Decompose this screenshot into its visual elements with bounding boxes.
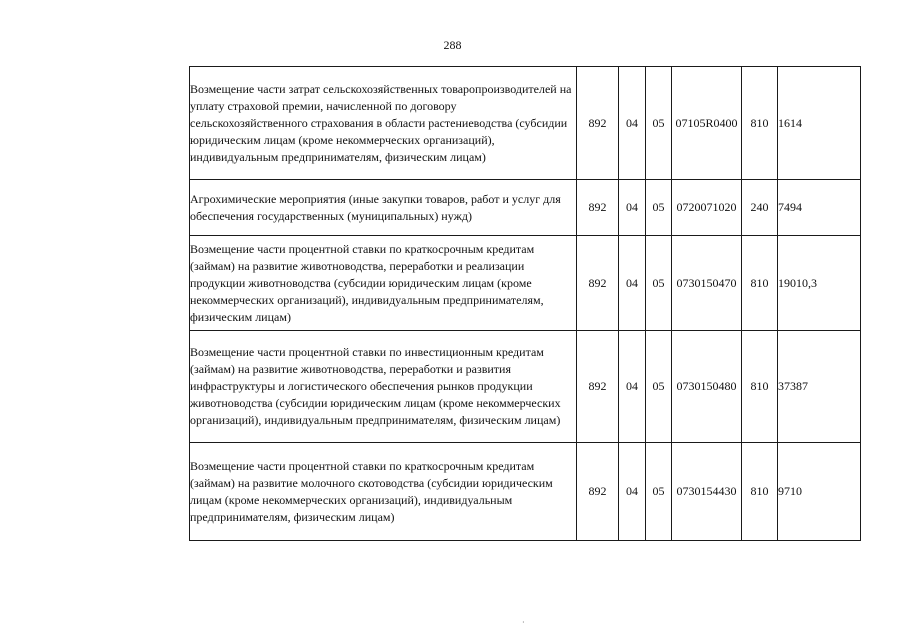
target-article-code: 0730150480 bbox=[672, 331, 742, 443]
scan-dot: · bbox=[522, 618, 525, 627]
expense-description: Возмещение части процентной ставки по краткосрочным кредитам (займам) на развитие животноводства, переработки и реализации продукции животноводства (субсидии юридическим лицам (кроме некоммерческих организаций), индивидуальным предпринимателям, физическим лицам) bbox=[190, 236, 577, 331]
expense-description: Возмещение части затрат сельскохозяйственных товаропроизводителей на уплату страховой премии, начисленной по договору сельскохозяйственного страхования в области растениеводства (субсидии юридическим лицам (кроме некоммерческих организаций), индивидуальным предпринимателям, физическим лицам) bbox=[190, 67, 577, 180]
subsection-code: 05 bbox=[646, 331, 672, 443]
ministry-code: 892 bbox=[577, 331, 619, 443]
expense-type-code: 810 bbox=[742, 236, 778, 331]
section-code: 04 bbox=[619, 180, 646, 236]
table-row bbox=[190, 236, 861, 331]
ministry-code: 892 bbox=[577, 443, 619, 541]
amount: 19010,3 bbox=[778, 236, 861, 331]
section-code: 04 bbox=[619, 443, 646, 541]
section-code: 04 bbox=[619, 67, 646, 180]
table-row bbox=[190, 331, 861, 443]
page-number: 288 bbox=[443, 38, 462, 52]
expense-type-code: 810 bbox=[742, 331, 778, 443]
amount: 37387 bbox=[778, 331, 861, 443]
target-article-code: 07105R0400 bbox=[672, 67, 742, 180]
subsection-code: 05 bbox=[646, 443, 672, 541]
expense-type-code: 240 bbox=[742, 180, 778, 236]
section-code: 04 bbox=[619, 331, 646, 443]
target-article-code: 0730154430 bbox=[672, 443, 742, 541]
table-row bbox=[190, 180, 861, 236]
subsection-code: 05 bbox=[646, 67, 672, 180]
amount: 9710 bbox=[778, 443, 861, 541]
budget-table bbox=[189, 66, 861, 541]
amount: 1614 bbox=[778, 67, 861, 180]
subsection-code: 05 bbox=[646, 236, 672, 331]
ministry-code: 892 bbox=[577, 67, 619, 180]
subsection-code: 05 bbox=[646, 180, 672, 236]
ministry-code: 892 bbox=[577, 180, 619, 236]
expense-type-code: 810 bbox=[742, 443, 778, 541]
ministry-code: 892 bbox=[577, 236, 619, 331]
table-row bbox=[190, 67, 861, 180]
expense-description: Агрохимические мероприятия (иные закупки товаров, работ и услуг для обеспечения государственных (муниципальных) нужд) bbox=[190, 180, 577, 236]
amount: 7494 bbox=[778, 180, 861, 236]
expense-type-code: 810 bbox=[742, 67, 778, 180]
target-article-code: 0730150470 bbox=[672, 236, 742, 331]
expense-description: Возмещение части процентной ставки по инвестиционным кредитам (займам) на развитие животноводства, переработки и развития инфраструктуры и логистического обеспечения рынков продукции животноводства (субсидии юридическим лицам (кроме некоммерческих организаций), индивидуальным предпринимателям, физическим лицам) bbox=[190, 331, 577, 443]
table-row bbox=[190, 443, 861, 541]
target-article-code: 0720071020 bbox=[672, 180, 742, 236]
section-code: 04 bbox=[619, 236, 646, 331]
expense-description: Возмещение части процентной ставки по краткосрочным кредитам (займам) на развитие молочного скотоводства (субсидии юридическим лицам (кроме некоммерческих организаций), индивидуальным предпринимателям, физическим лицам) bbox=[190, 443, 577, 541]
